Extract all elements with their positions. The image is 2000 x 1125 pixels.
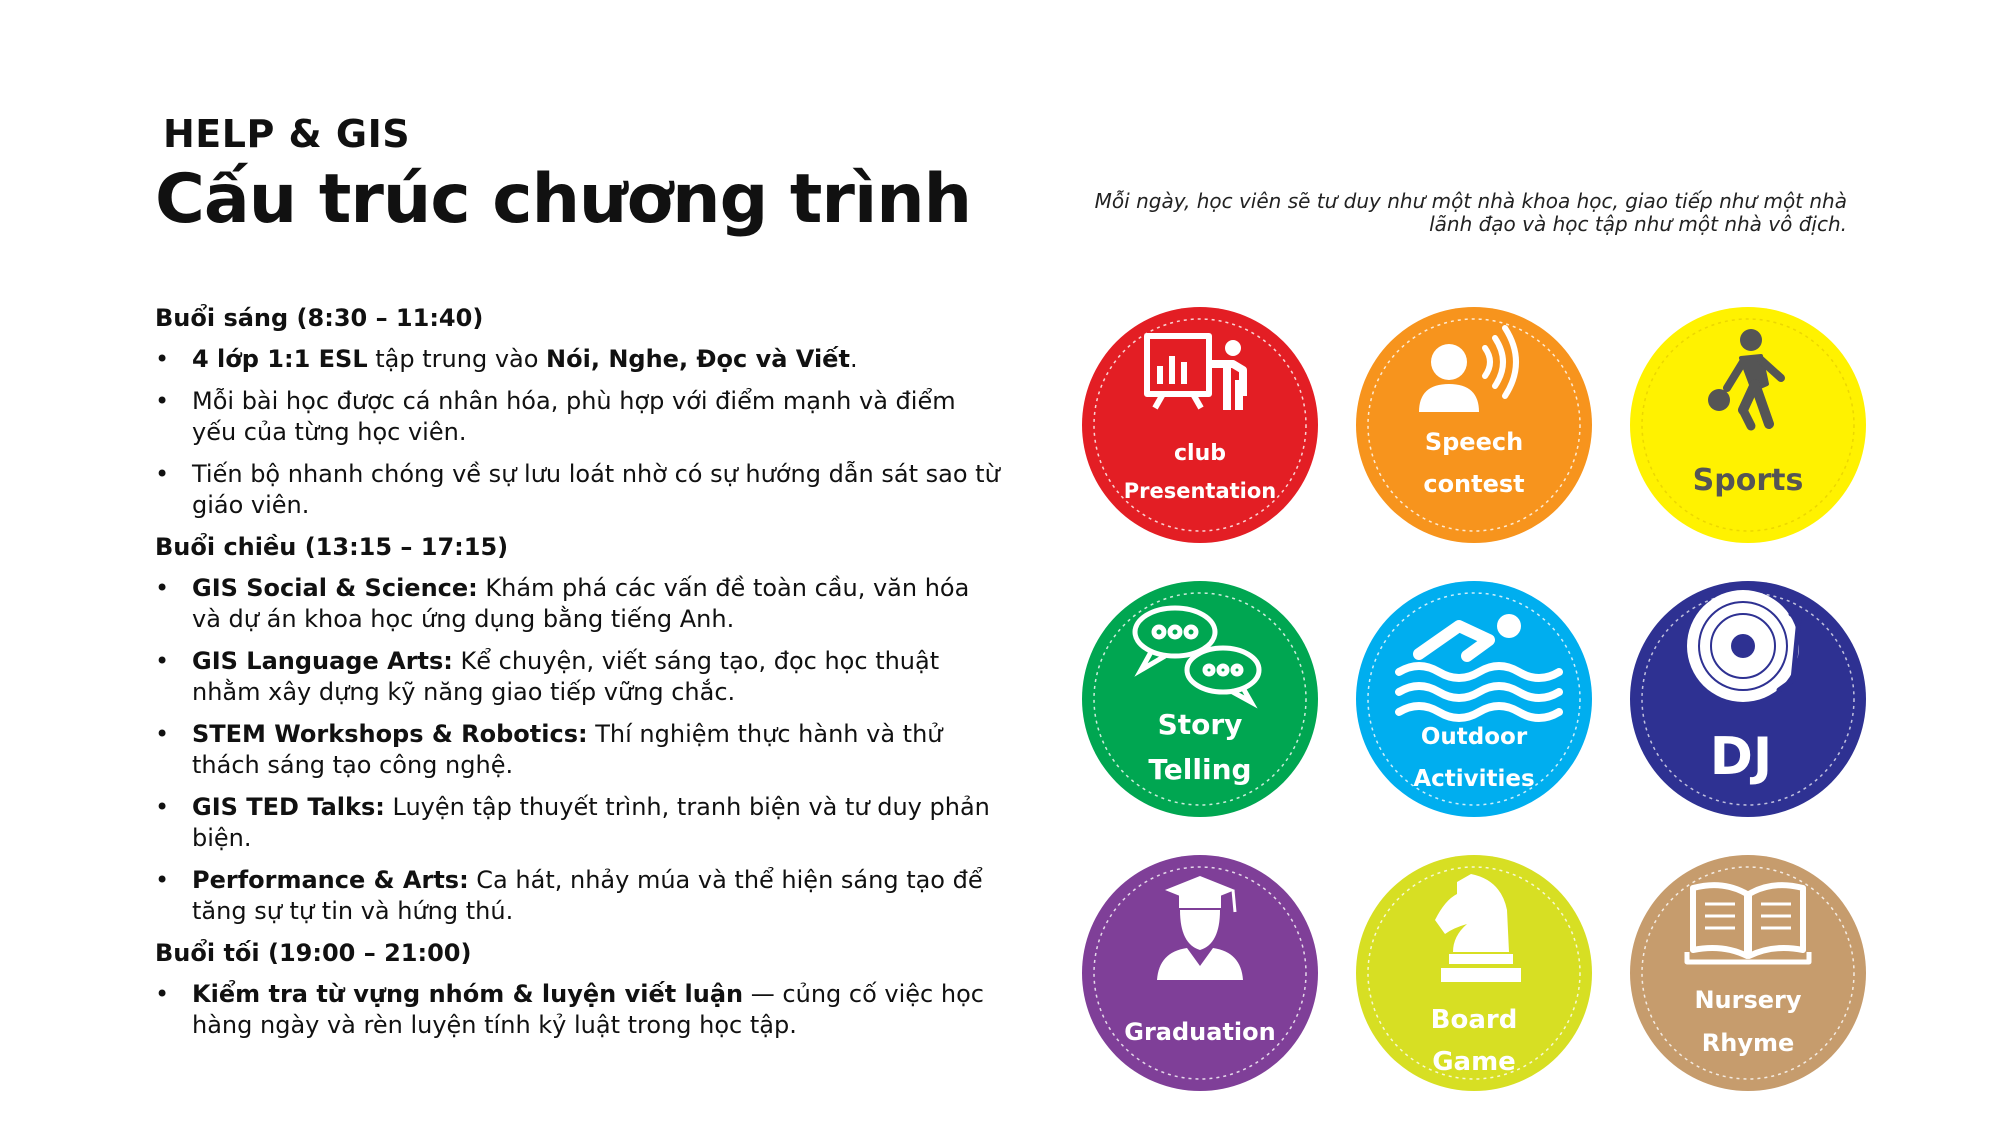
item-text: tập trung vào [367, 345, 547, 373]
item-bold: STEM Workshops & Robotics: [192, 720, 588, 748]
list-item [155, 719, 1005, 781]
morning-list [155, 344, 1005, 521]
list-item [155, 573, 1005, 635]
activity-badges [1075, 300, 1895, 1110]
item-text: — củng cố việc học hàng ngày và rèn luyện tính kỷ luật trong học tập. [192, 980, 984, 1039]
badge-club-presentation [1075, 300, 1325, 550]
item-bold: Nói, Nghe, Đọc và Viết [546, 345, 850, 373]
header-subtitle: HELP & GIS [163, 112, 411, 156]
item-bold: 4 lớp 1:1 ESL [192, 345, 368, 373]
evening-list [155, 979, 1005, 1041]
item-bold: Performance & Arts: [192, 866, 469, 894]
page-title: Cấu trúc chương trình [155, 160, 972, 239]
item-bold: GIS TED Talks: [192, 793, 385, 821]
item-text: Khám phá các vấn đề toàn cầu, văn hóa và dự án khoa học ứng dụng bằng tiếng Anh. [192, 574, 970, 633]
badge-line1: Nursery [1694, 986, 1802, 1014]
badge-nursery-rhyme [1623, 848, 1873, 1098]
list-item [155, 459, 1005, 521]
tagline [1027, 190, 1847, 236]
badge-dj [1623, 574, 1873, 824]
badge-line2: Activities [1413, 766, 1535, 792]
badge-story-telling [1075, 574, 1325, 824]
item-text: Tiến bộ nhanh chóng về sự lưu loát nhờ có sự hướng dẫn sát sao từ giáo viên. [192, 460, 1000, 519]
badge-line2: Rhyme [1701, 1029, 1795, 1057]
badge-speech-contest [1349, 300, 1599, 550]
vinyl-record-icon [1687, 590, 1799, 702]
item-text: . [849, 345, 858, 373]
item-text: Kể chuyện, viết sáng tạo, đọc học thuật nhằm xây dựng kỹ năng giao tiếp vững chắc. [192, 647, 940, 706]
list-item [155, 386, 1005, 448]
badge-sports [1623, 300, 1873, 550]
badge-line2: Game [1432, 1047, 1516, 1077]
afternoon-heading: Buổi chiều (13:15 – 17:15) [155, 533, 509, 561]
item-bold: Kiểm tra từ vựng nhóm & luyện viết luận [192, 980, 744, 1008]
tagline-line: Mỗi ngày, học viên sẽ tư duy như một nhà khoa học, giao tiếp như một nhà [1094, 189, 1847, 213]
badge-line1: Outdoor [1420, 724, 1528, 750]
badge-line1: Graduation [1124, 1018, 1276, 1046]
afternoon-list [155, 573, 1005, 927]
badge-line1: Board [1430, 1005, 1518, 1035]
list-item [155, 344, 1005, 375]
badge-line2: Telling [1148, 753, 1252, 786]
item-text: Thí nghiệm thực hành và thử thách sáng tạo công nghệ. [192, 720, 943, 779]
item-text: Luyện tập thuyết trình, tranh biện và tư duy phản biện. [192, 793, 990, 852]
badge-circle [1356, 307, 1592, 543]
evening-heading: Buổi tối (19:00 – 21:00) [155, 939, 472, 967]
list-item [155, 646, 1005, 708]
badge-line2: Presentation [1123, 479, 1277, 503]
badge-line1: Sports [1692, 463, 1804, 498]
tagline-line: lãnh đạo và học tập như một nhà vô địch. [1429, 212, 1847, 236]
list-item [155, 792, 1005, 854]
badge-circle [1082, 307, 1318, 543]
badge-line1: club [1174, 441, 1226, 466]
badge-line2: contest [1423, 470, 1525, 498]
badge-board-game [1349, 848, 1599, 1098]
badge-graduation [1075, 848, 1325, 1098]
item-text: Ca hát, nhảy múa và thể hiện sáng tạo để tăng sự tự tin và hứng thú. [192, 866, 983, 925]
badge-outdoor-activities [1349, 574, 1599, 824]
item-bold: GIS Language Arts: [192, 647, 453, 675]
list-item [155, 979, 1005, 1041]
badge-line1: Speech [1424, 428, 1524, 456]
list-item [155, 865, 1005, 927]
badge-line1: DJ [1709, 727, 1773, 787]
morning-heading: Buổi sáng (8:30 – 11:40) [155, 304, 484, 332]
item-bold: GIS Social & Science: [192, 574, 478, 602]
schedule [155, 303, 1005, 1052]
badge-line1: Story [1157, 708, 1243, 741]
item-text: Mỗi bài học được cá nhân hóa, phù hợp với điểm mạnh và điểm yếu của từng học viên. [192, 387, 956, 446]
